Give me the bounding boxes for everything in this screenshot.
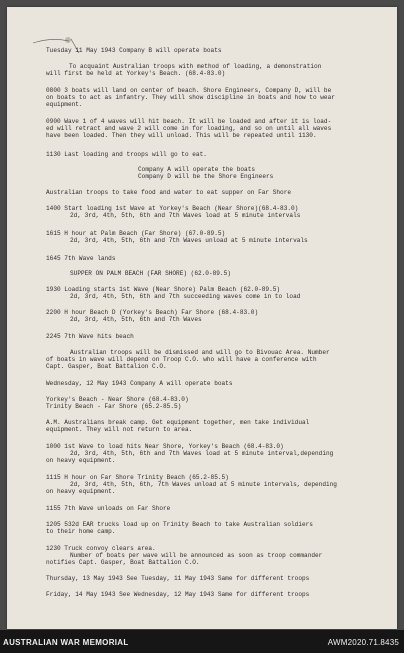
document-line: will first be held at Yorkey's Beach. (68.4-83.0) bbox=[46, 70, 226, 77]
document-line: of boats in wave will depend on Troop C.O. who will have a conference with bbox=[46, 356, 317, 363]
document-line: 1115 H hour on Far Shore Trinity Beach (65.2-85.5) bbox=[46, 474, 229, 481]
document-line: Friday, 14 May 1943 See Wednesday, 12 May 1943 Same for different troops bbox=[46, 591, 310, 598]
document-line: Company D will be the Shore Engineers bbox=[138, 173, 274, 180]
document-line: on heavy equipment. bbox=[46, 457, 116, 464]
document-line: Thursday, 13 May 1943 See Tuesday, 11 May 1943 Same for different troops bbox=[46, 575, 310, 582]
organization-name: AUSTRALIAN WAR MEMORIAL bbox=[3, 638, 129, 647]
document-line: 1205 532d EAR trucks load up on Trinity Beach to take Australian soldiers bbox=[46, 521, 313, 528]
document-line: Capt. Gasper, Boat Battalion C.O. bbox=[46, 363, 167, 370]
document-line: 1000 1st Wave to load hits Near Shore, Yorkey's Beach (68.4-83.0) bbox=[46, 443, 284, 450]
document-line: Wednesday, 12 May 1943 Company A will operate boats bbox=[46, 380, 233, 387]
document-line: A.M. Australians break camp. Get equipment together, men take individual bbox=[46, 419, 310, 426]
archive-footer bbox=[0, 630, 404, 653]
document-line: 1130 Last loading and troops will go to eat. bbox=[46, 151, 207, 158]
document-line: To acquaint Australian troops with method of loading, a demonstration bbox=[69, 63, 322, 70]
document-line: 1645 7th Wave lands bbox=[46, 255, 116, 262]
accession-number: AWM2020.71.8435 bbox=[327, 638, 399, 647]
document-line: 2d, 3rd, 4th, 5th, 6th and 7th Waves bbox=[70, 316, 202, 323]
document-line: have been loaded. Then they will unload. This will be repeated until 1130. bbox=[46, 132, 317, 139]
document-line: 1155 7th Wave unloads on Far Shore bbox=[46, 505, 171, 512]
document-line: SUPPER ON PALM BEACH (FAR SHORE) (62.0-89.5) bbox=[70, 270, 231, 277]
document-line: ed will retract and wave 2 will come in for loading, and so on until all waves bbox=[46, 125, 332, 132]
document-line: 2d, 3rd, 4th, 5th, 6th and 7th Waves unload at 5 minute intervals bbox=[70, 237, 308, 244]
document-line: 1400 Start loading 1st Wave at Yorkey's Beach (Near Shore)(68.4-83.0) bbox=[46, 205, 299, 212]
document-line: 2d, 3rd, 4th, 5th, 6th and 7th succeeding waves come in to load bbox=[70, 293, 301, 300]
document-line: equipment. bbox=[46, 101, 83, 108]
document-line: 1230 Truck convoy clears area. bbox=[46, 545, 156, 552]
document-line: 0800 3 boats will land on center of beach. Shore Engineers, Company D, will be bbox=[46, 87, 332, 94]
document-line: Yorkey's Beach - Near Shore (68.4-83.0) bbox=[46, 396, 189, 403]
document-line: on boats to act as infantry. They will show discipline in boats and how to wear bbox=[46, 94, 335, 101]
document-line: 2d, 3rd, 4th, 5th, 6th, 7th Waves unload at 5 minute intervals, depending bbox=[70, 481, 337, 488]
pencil-mark bbox=[31, 31, 91, 61]
document-line: equipment. They will not return to area. bbox=[46, 426, 193, 433]
document-line: 0900 Wave 1 of 4 waves will hit beach. It will be loaded and after it is load- bbox=[46, 118, 332, 125]
document-line: to their home camp. bbox=[46, 528, 116, 535]
document-line: Australian troops will be dismissed and will go to Bivouac Area. Number bbox=[70, 349, 330, 356]
document-line: 2245 7th Wave hits beach bbox=[46, 333, 134, 340]
document-line: Tuesday 11 May 1943 Company B will operate boats bbox=[46, 47, 222, 54]
document-line: on heavy equipment. bbox=[46, 488, 116, 495]
document-line: 1615 H hour at Palm Beach (Far Shore) (67.0-89.5) bbox=[46, 230, 226, 237]
document-line: 2200 H hour Beach D (Yorkey's Beach) Far Shore (68.4-83.0) bbox=[46, 309, 259, 316]
document-line: 1930 Loading starts 1st Wave (Near Shore) Palm Beach (62.0-89.5) bbox=[46, 286, 281, 293]
document-line: Number of boats per wave will be announced as soon as troop commander bbox=[70, 552, 323, 559]
document-line: Australian troops to take food and water to eat supper on Far Shore bbox=[46, 189, 292, 196]
document-line: Company A will operate the boats bbox=[138, 166, 256, 173]
document-line: 2d, 3rd, 4th, 5th, 6th and 7th Waves load at 5 minute interval,depending bbox=[70, 450, 334, 457]
document-line: 2d, 3rd, 4th, 5th, 6th and 7th Waves load at 5 minute intervals bbox=[70, 212, 301, 219]
document-line: notifies Capt. Gasper, Boat Battalion C.O. bbox=[46, 559, 200, 566]
document-line: Trinity Beach - Far Shore (65.2-85.5) bbox=[46, 403, 182, 410]
document-page bbox=[7, 7, 397, 629]
